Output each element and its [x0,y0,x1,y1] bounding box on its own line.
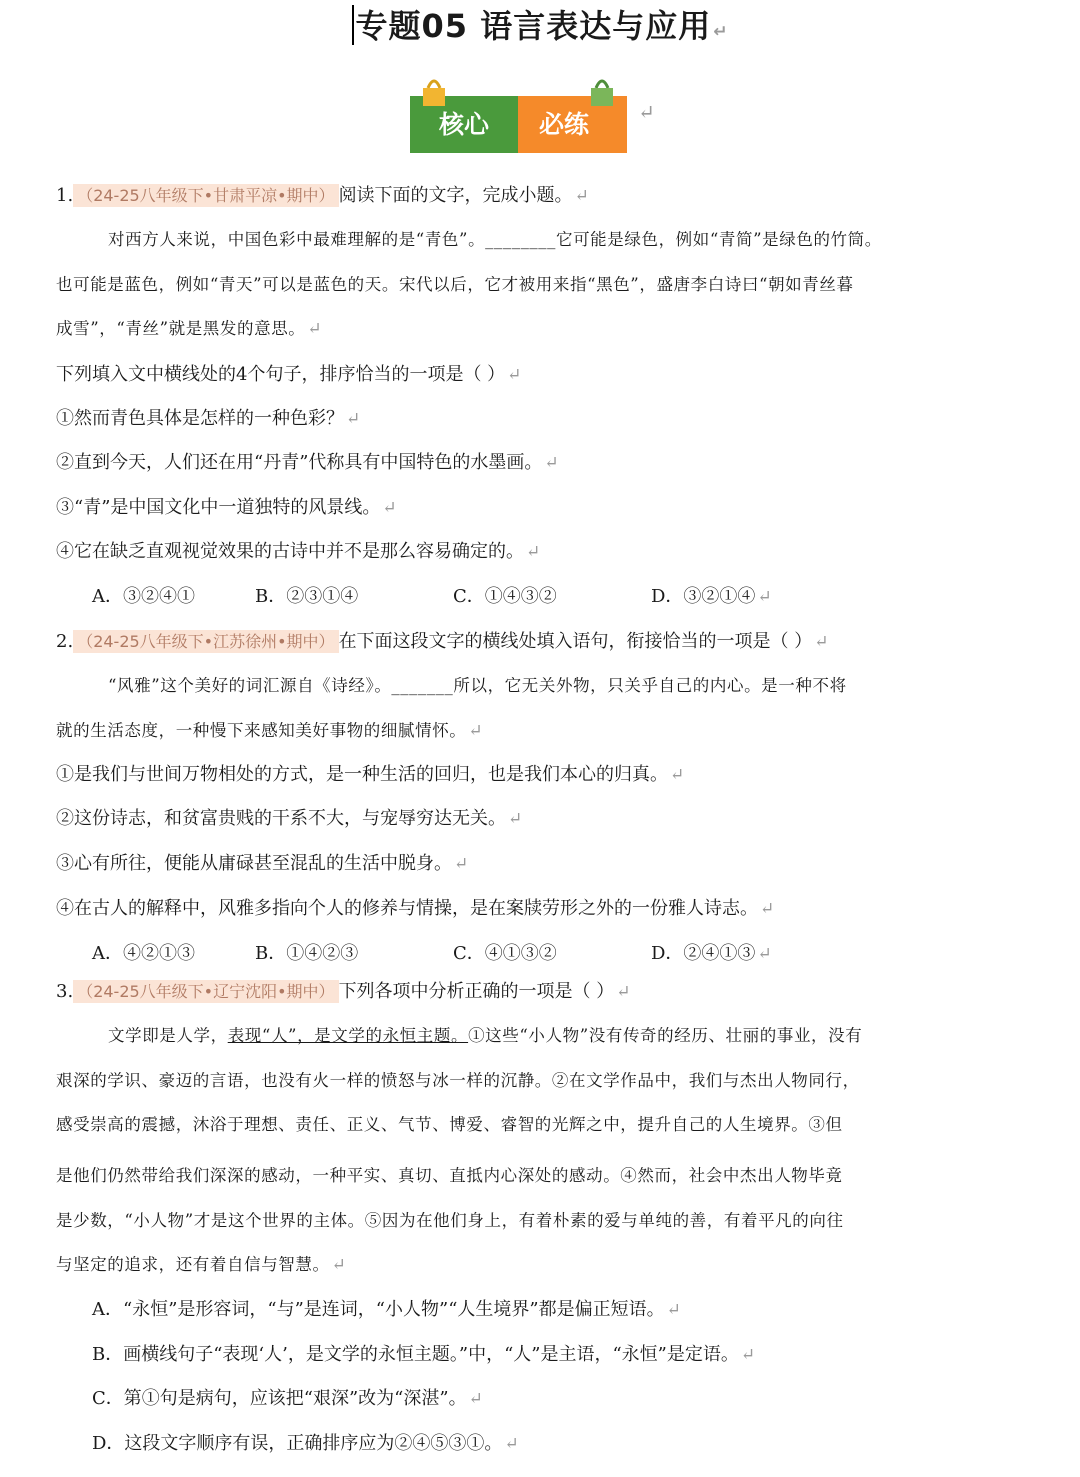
passage-line: 是他们仍然带给我们深深的感动，一种平实、真切、直抵内心深处的感动。④然而，社会中杰出人物毕竟 [56,1166,843,1185]
sentence-item: ①是我们与世间万物相处的方式，是一种生活的回归，也是我们本心的归真。 ↵ [56,764,685,785]
return-mark-icon: ↵ [638,100,655,124]
question-number: 3. [56,981,74,1002]
question-source-tag: （24-25八年级下•辽宁沈阳•期中） [73,980,338,1003]
question-3-header: 3. （24-25八年级下•辽宁沈阳•期中） 下列各项中分析正确的一项是（ ） ↵ [56,981,631,1002]
passage-line: 也可能是蓝色，例如“青天”可以是蓝色的天。宋代以后，它才被用来指“黑色”，盛唐李白诗曰“朝如青丝暮 [56,275,854,294]
sentence-item: ④在古人的解释中，风雅多指向个人的修养与情操，是在案牍劳形之外的一份雅人诗志。 ↵ [56,898,775,919]
answer-option[interactable]: C．①④③② [453,586,557,607]
question-prompt: 下列各项中分析正确的一项是（ ） [338,981,615,1002]
passage-line: 成雪”，“青丝”就是黑发的意思。 ↵ [56,319,323,339]
answer-option[interactable]: D．②④①③ [651,943,756,964]
answer-options: A．④②①③ B．①④②③ C．④①③② D．②④①③ ↵ [92,941,772,967]
answer-option[interactable]: C．④①③② [453,943,557,964]
question-number: 1. [56,185,74,206]
page-title: 专题05 语言表达与应用 ↵ [0,4,1080,54]
passage-line: 文学即是人学，表现“人”，是文学的永恒主题。①这些“小人物”没有传奇的经历、壮丽的事业，没有 [108,1026,863,1045]
passage-line: 对西方人来说，中国色彩中最难理解的是“青色”。________它可能是绿色，例如“青简”是绿色的竹筒。 [108,230,882,249]
text-cursor [352,5,354,45]
banner-label-right: 必练 [538,110,589,139]
sentence-item: ④它在缺乏直观视觉效果的古诗中并不是那么容易确定的。 ↵ [56,541,541,562]
answer-option[interactable]: A．④②①③ [92,943,195,964]
passage-line: 感受崇高的震撼，沐浴于理想、责任、正义、气节、博爱、睿智的光辉之中，提升自己的人生境界。③但 [56,1115,843,1134]
question-source-tag: （24-25八年级下•甘肃平凉•期中） [73,184,338,207]
question-prompt: 在下面这段文字的横线处填入语句，衔接恰当的一项是（ ） [338,631,813,652]
answer-option[interactable]: C．第①句是病句，应该把“艰深”改为“深湛”。 ↵ [92,1388,483,1409]
answer-option[interactable]: D．③②①④ [651,586,756,607]
question-source-tag: （24-25八年级下•江苏徐州•期中） [73,630,338,653]
question-stem: 下列填入文中横线处的4个句子，排序恰当的一项是（ ） ↵ [56,364,522,385]
binder-clip-icon [420,74,448,108]
underlined-sentence: 表现“人”，是文学的永恒主题。 [227,1026,469,1045]
question-1-header: 1. （24-25八年级下•甘肃平凉•期中） 阅读下面的文字，完成小题。 ↵ [56,185,589,206]
section-banner [410,96,627,153]
passage-line: 与坚定的追求，还有着自信与智慧。 ↵ [56,1255,347,1275]
question-number: 2. [56,631,74,652]
passage-line: “风雅”这个美好的词汇源自《诗经》。_______所以，它无关外物，只关乎自己的内心。是一种不将 [108,676,847,695]
return-mark-icon: ↵ [713,22,729,42]
binder-clip-icon [588,74,616,108]
question-prompt: 阅读下面的文字，完成小题。 [338,185,573,206]
answer-option[interactable]: B．画横线句子“表现‘人’，是文学的永恒主题。”中，“人”是主语，“永恒”是定语。 ↵ [92,1344,756,1365]
sentence-item: ③心有所往，便能从庸碌甚至混乱的生活中脱身。 ↵ [56,853,469,874]
sentence-item: ①然而青色具体是怎样的一种色彩？ ↵ [56,408,361,429]
answer-option[interactable]: B．①④②③ [255,943,359,964]
sentence-item: ②直到今天，人们还在用“丹青”代称具有中国特色的水墨画。 ↵ [56,452,559,473]
answer-option[interactable]: B．②③①④ [255,586,359,607]
question-2-header: 2. （24-25八年级下•江苏徐州•期中） 在下面这段文字的横线处填入语句，衔接恰当的一项是（ ） ↵ [56,631,829,652]
banner-label-left: 核心 [438,110,489,139]
sentence-item: ②这份诗志，和贫富贵贱的干系不大，与宠辱穷达无关。 ↵ [56,808,523,829]
passage-line: 艰深的学识、豪迈的言语，也没有火一样的愤怒与冰一样的沉静。②在文学作品中，我们与杰出人物同行， [56,1071,860,1090]
answer-option[interactable]: A．③②④① [92,586,195,607]
passage-line: 就的生活态度，一种慢下来感知美好事物的细腻情怀。 ↵ [56,721,484,741]
answer-option[interactable]: A．“永恒”是形容词，“与”是连词，“小人物”“人生境界”都是偏正短语。 ↵ [92,1299,681,1320]
answer-options: A．③②④① B．②③①④ C．①④③② D．③②①④ ↵ [92,584,772,610]
answer-option[interactable]: D．这段文字顺序有误，正确排序应为②④⑤③①。 ↵ [92,1433,519,1454]
sentence-item: ③“青”是中国文化中一道独特的风景线。 ↵ [56,497,397,518]
passage-line: 是少数，“小人物”才是这个世界的主体。⑤因为在他们身上，有着朴素的爱与单纯的善，有着平凡的向往 [56,1211,844,1230]
